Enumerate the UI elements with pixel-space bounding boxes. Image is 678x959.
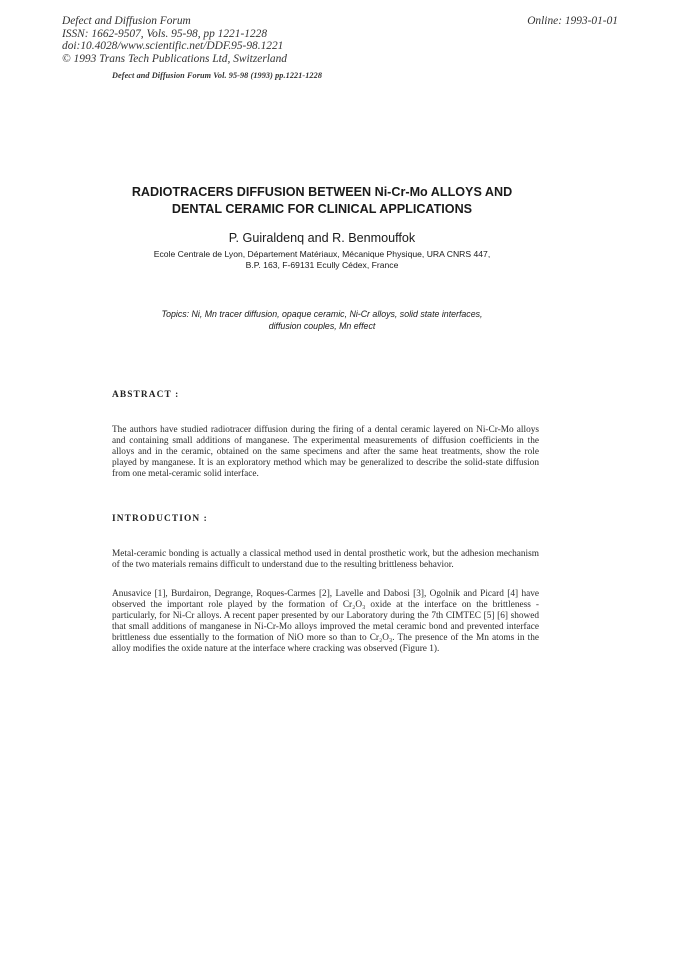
topics-line: Topics: Ni, Mn tracer diffusion, opaque ceramic, Ni-Cr alloys, solid state interfaces,: [161, 309, 483, 319]
paper-title: [112, 184, 532, 218]
topics-line: diffusion couples, Mn effect: [268, 321, 376, 331]
topics: [132, 308, 512, 332]
journal-name: Defect and Diffusion Forum: [62, 15, 191, 27]
copyright-line: © 1993 Trans Tech Publications Ltd, Switzerland: [62, 52, 287, 65]
introduction-heading: INTRODUCTION :: [112, 514, 208, 524]
title-line: DENTAL CERAMIC FOR CLINICAL APPLICATIONS: [171, 202, 473, 216]
online-date: Online: 1993-01-01: [527, 15, 618, 27]
running-head: Defect and Diffusion Forum Vol. 95-98 (1993) pp.1221-1228: [112, 71, 323, 80]
introduction-paragraph-1: Metal-ceramic bonding is actually a classical method used in dental prosthetic work, but the adhesion mechanism of the two materials remains difficult to understand due to the resulting brittleness behavior.: [112, 549, 539, 570]
citation-header: [62, 15, 287, 65]
introduction-paragraph-2: Anusavice [1], Burdairon, Degrange, Roques-Carmes [2], Lavelle and Dabosi [3], Ogolnik and Picard [4] have observed the important role played by the formation of Cr₂O₃ oxide at the interface on the brittleness - particularly, for Ni-Cr alloys. A recent paper presented by our Laboratory during the 7th CIMTEC [5] [6] showed that small additions of manganese in Ni-Cr-Mo alloys improved the metal ceramic bond and prevented interface brittleness due essentially to the formation of NiO more so than to Cr₂O₃. The presence of the Mn atoms in the alloy modifies the oxide nature at the interface where cracking was observed (Figure 1).: [112, 589, 539, 654]
authors: P. Guiraldenq and R. Benmouffok: [228, 231, 416, 245]
doi-line: doi:10.4028/www.scientific.net/DDF.95-98.1221: [62, 40, 284, 53]
affiliation-line: Ecole Centrale de Lyon, Département Matériaux, Mécanique Physique, URA CNRS 447,: [153, 249, 491, 259]
title-line: RADIOTRACERS DIFFUSION BETWEEN Ni-Cr-Mo ALLOYS AND: [131, 185, 513, 199]
affiliation: [112, 249, 532, 271]
abstract-heading: ABSTRACT :: [112, 390, 180, 400]
affiliation-line: B.P. 163, F-69131 Ecully Cédex, France: [245, 260, 399, 270]
abstract-text: The authors have studied radiotracer diffusion during the firing of a dental ceramic layered on Ni-Cr-Mo alloys and containing small additions of manganese. The experimental measurements of diffusion coefficients in the alloys and in the ceramic, obtained on the same specimens and after the same heat treatments, show the role played by manganese. It is an exploratory method which may be generalized to describe the solid-state diffusion from one metal-ceramic solid interface.: [112, 425, 539, 479]
issn-line: ISSN: 1662-9507, Vols. 95-98, pp 1221-1228: [62, 27, 268, 40]
